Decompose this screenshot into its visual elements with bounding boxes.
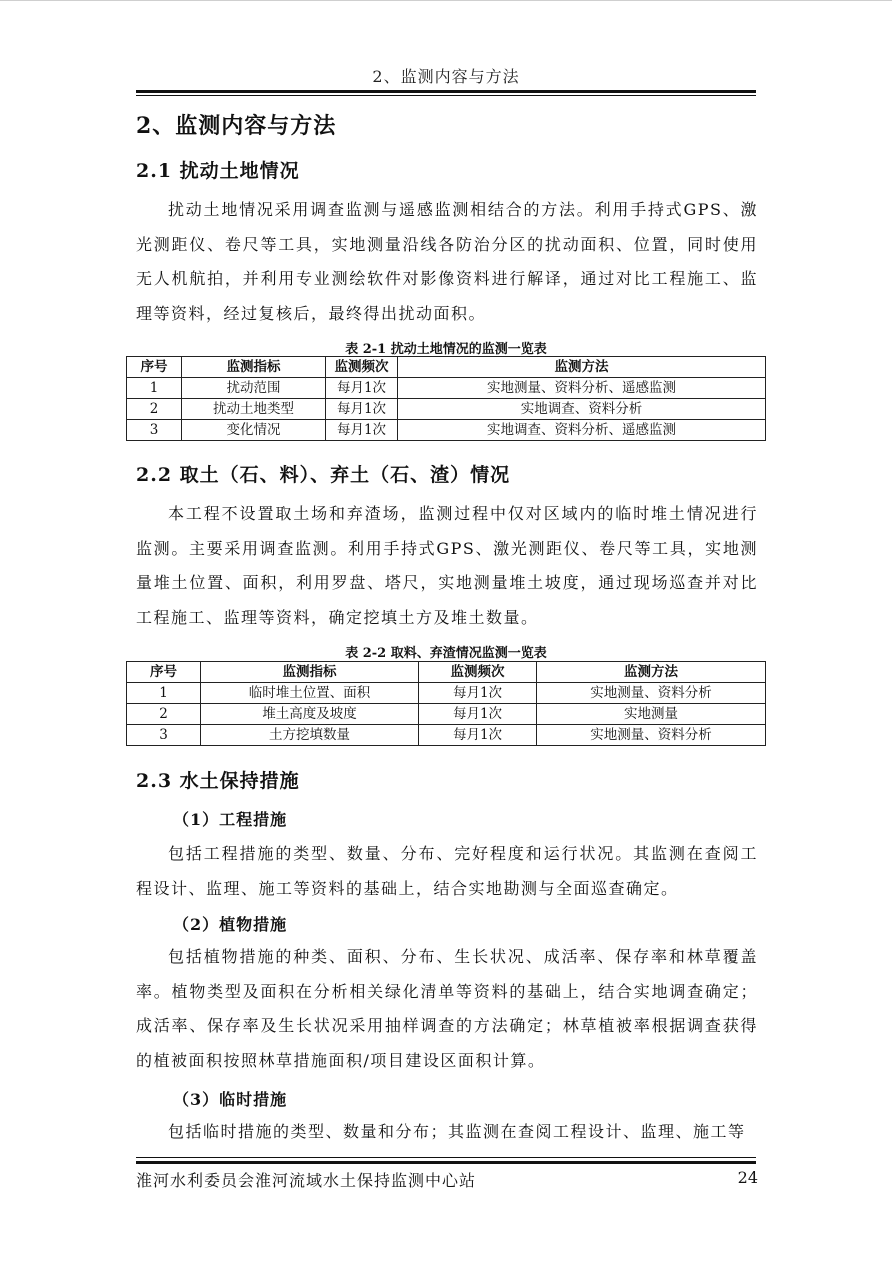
table-cell: 实地调查、资料分析、遥感监测	[398, 420, 766, 441]
table-cell: 扰动土地类型	[182, 399, 326, 420]
header-rule-thin	[136, 95, 756, 96]
section-2-1-paragraph: 扰动土地情况采用调查监测与遥感监测相结合的方法。利用手持式GPS、激光测距仪、卷尺等工具，实地测量沿线各防治分区的扰动面积、位置，同时使用无人机航拍，并利用专业测绘软件对影像资料进行解译，通过对比工程施工、监理等资料，经过复核后，最终得出扰动面积。	[136, 200, 758, 323]
table-cell: 土方挖填数量	[201, 725, 419, 746]
table-cell: 扰动范围	[182, 378, 326, 399]
table-cell: 变化情况	[182, 420, 326, 441]
table-cell: 临时堆土位置、面积	[201, 683, 419, 704]
subsection-temporary-paragraph: 包括临时措施的类型、数量和分布；其监测在查阅工程设计、监理、施工等	[168, 1122, 746, 1141]
page-number: 24	[737, 1168, 758, 1187]
table-cell: 1	[127, 683, 201, 704]
table-2-1-caption: 表 2-1 扰动土地情况的监测一览表	[345, 342, 547, 357]
table-row	[127, 399, 766, 420]
subsection-vegetation-paragraph: 包括植物措施的种类、面积、分布、生长状况、成活率、保存率和林草覆盖率。植物类型及面积在分析相关绿化清单等资料的基础上，结合实地调查确定；成活率、保存率及生长状况采用抽样调查的方法确定；林草植被率根据调查获得的植被面积按照林草措施面积/项目建设区面积计算。	[136, 947, 758, 1070]
table-row	[127, 683, 766, 704]
chapter-title: 2、监测内容与方法	[136, 113, 337, 139]
column-header: 监测指标	[201, 662, 419, 683]
column-header: 监测方法	[537, 662, 766, 683]
footer-rule-thick	[136, 1161, 756, 1164]
column-header: 序号	[127, 357, 182, 378]
table-cell: 实地调查、资料分析	[398, 399, 766, 420]
subsection-engineering-paragraph: 包括工程措施的类型、数量、分布、完好程度和运行状况。其监测在查阅工程设计、监理、施工等资料的基础上，结合实地勘测与全面巡查确定。	[136, 844, 758, 898]
table-cell: 实地测量、资料分析	[537, 725, 766, 746]
column-header: 监测频次	[326, 357, 398, 378]
section-2-2-title: 2.2 取土（石、料）、弃土（石、渣）情况	[136, 464, 511, 486]
column-header: 监测频次	[419, 662, 537, 683]
table-cell: 每月1次	[326, 378, 398, 399]
running-header: 2、监测内容与方法	[372, 67, 520, 86]
page-top-border	[0, 0, 892, 1]
table-cell: 2	[127, 704, 201, 725]
section-2-2-paragraph: 本工程不设置取土场和弃渣场，监测过程中仅对区域内的临时堆土情况进行监测。主要采用调查监测。利用手持式GPS、激光测距仪、卷尺等工具，实地测量堆土位置、面积，利用罗盘、塔尺，实地测量堆土坡度，通过现场巡查并对比工程施工、监理等资料，确定挖填土方及堆土数量。	[136, 504, 758, 627]
table-cell: 每月1次	[419, 704, 537, 725]
table-cell: 每月1次	[419, 725, 537, 746]
table-cell: 实地测量、资料分析、遥感监测	[398, 378, 766, 399]
table-cell: 实地测量	[537, 704, 766, 725]
column-header: 监测指标	[182, 357, 326, 378]
table-cell: 实地测量、资料分析	[537, 683, 766, 704]
table-2-2-caption: 表 2-2 取料、弃渣情况监测一览表	[345, 646, 547, 661]
table-2-2	[126, 661, 766, 746]
subsection-temporary-title: （3）临时措施	[173, 1090, 288, 1109]
table-header-row	[127, 662, 766, 683]
table-cell: 每月1次	[326, 420, 398, 441]
table-header-row	[127, 357, 766, 378]
header-rule-thick	[136, 90, 756, 93]
table-cell: 堆土高度及坡度	[201, 704, 419, 725]
footer-rule-thin	[136, 1157, 756, 1158]
table-row	[127, 725, 766, 746]
table-row	[127, 378, 766, 399]
table-cell: 2	[127, 399, 182, 420]
table-row	[127, 704, 766, 725]
table-cell: 3	[127, 725, 201, 746]
table-cell: 每月1次	[326, 399, 398, 420]
footer-organization: 淮河水利委员会淮河流域水土保持监测中心站	[136, 1171, 477, 1190]
column-header: 序号	[127, 662, 201, 683]
table-cell: 3	[127, 420, 182, 441]
table-cell: 1	[127, 378, 182, 399]
table-2-1	[126, 356, 766, 441]
table-row	[127, 420, 766, 441]
section-2-3-title: 2.3 水土保持措施	[136, 770, 300, 792]
table-cell: 每月1次	[419, 683, 537, 704]
section-2-1-title: 2.1 扰动土地情况	[136, 160, 300, 182]
subsection-engineering-title: （1）工程措施	[173, 810, 288, 829]
column-header: 监测方法	[398, 357, 766, 378]
subsection-vegetation-title: （2）植物措施	[173, 915, 288, 934]
